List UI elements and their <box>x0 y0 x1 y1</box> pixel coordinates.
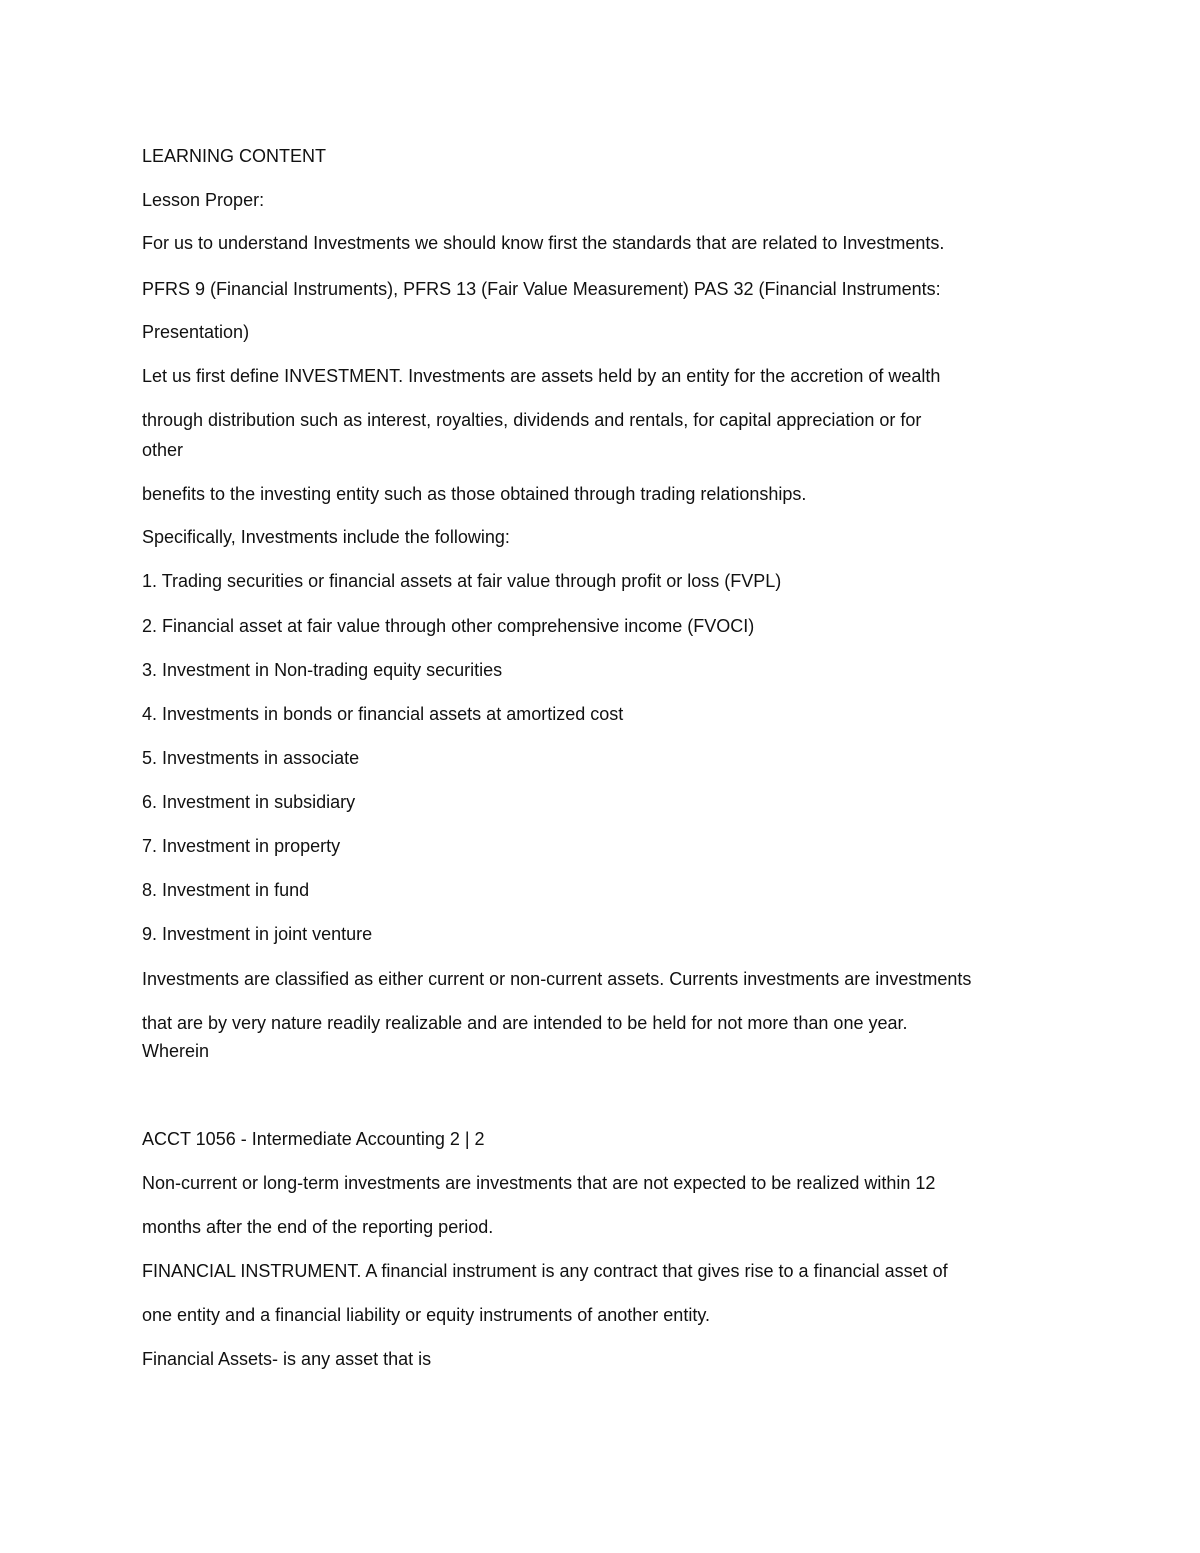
list-item: 1. Trading securities or financial assets at fair value through profit or loss (FVPL) <box>142 571 782 591</box>
financial-instrument-line-2: one entity and a financial liability or equity instruments of another entity. <box>142 1305 710 1325</box>
intro-paragraph: For us to understand Investments we should know first the standards that are related to Investments. <box>142 233 945 253</box>
financial-instrument-line-1: FINANCIAL INSTRUMENT. A financial instrument is any contract that gives rise to a financial asset of <box>142 1261 948 1281</box>
definition-line-4: benefits to the investing entity such as those obtained through trading relationships. <box>142 484 807 504</box>
noncurrent-line-1: Non-current or long-term investments are investments that are not expected to be realized within 12 <box>142 1173 936 1193</box>
definition-line-2: through distribution such as interest, royalties, dividends and rentals, for capital appreciation or for <box>142 410 922 430</box>
list-item: 3. Investment in Non-trading equity securities <box>142 660 503 680</box>
classification-line-3: Wherein <box>142 1041 210 1061</box>
page-header: ACCT 1056 - Intermediate Accounting 2 | 2 <box>142 1129 485 1149</box>
list-item: 9. Investment in joint venture <box>142 924 373 944</box>
section-heading: LEARNING CONTENT <box>142 146 327 166</box>
list-item: 7. Investment in property <box>142 836 341 856</box>
financial-assets-line: Financial Assets- is any asset that is <box>142 1349 432 1369</box>
list-intro: Specifically, Investments include the following: <box>142 527 510 547</box>
list-item: 4. Investments in bonds or financial assets at amortized cost <box>142 704 624 724</box>
standards-line-1: PFRS 9 (Financial Instruments), PFRS 13 (Fair Value Measurement) PAS 32 (Financial Instruments: <box>142 279 941 299</box>
noncurrent-line-2: months after the end of the reporting period. <box>142 1217 494 1237</box>
list-item: 6. Investment in subsidiary <box>142 792 356 812</box>
definition-line-1: Let us first define INVESTMENT. Investments are assets held by an entity for the accretion of wealth <box>142 366 941 386</box>
definition-line-3: other <box>142 440 184 460</box>
list-item: 8. Investment in fund <box>142 880 310 900</box>
standards-line-2: Presentation) <box>142 322 250 342</box>
lesson-label: Lesson Proper: <box>142 190 265 210</box>
classification-line-2: that are by very nature readily realizable and are intended to be held for not more than one year. <box>142 1013 908 1033</box>
list-item: 2. Financial asset at fair value through other comprehensive income (FVOCI) <box>142 616 755 636</box>
classification-line-1: Investments are classified as either current or non-current assets. Currents investments are investments <box>142 969 972 989</box>
list-item: 5. Investments in associate <box>142 748 360 768</box>
